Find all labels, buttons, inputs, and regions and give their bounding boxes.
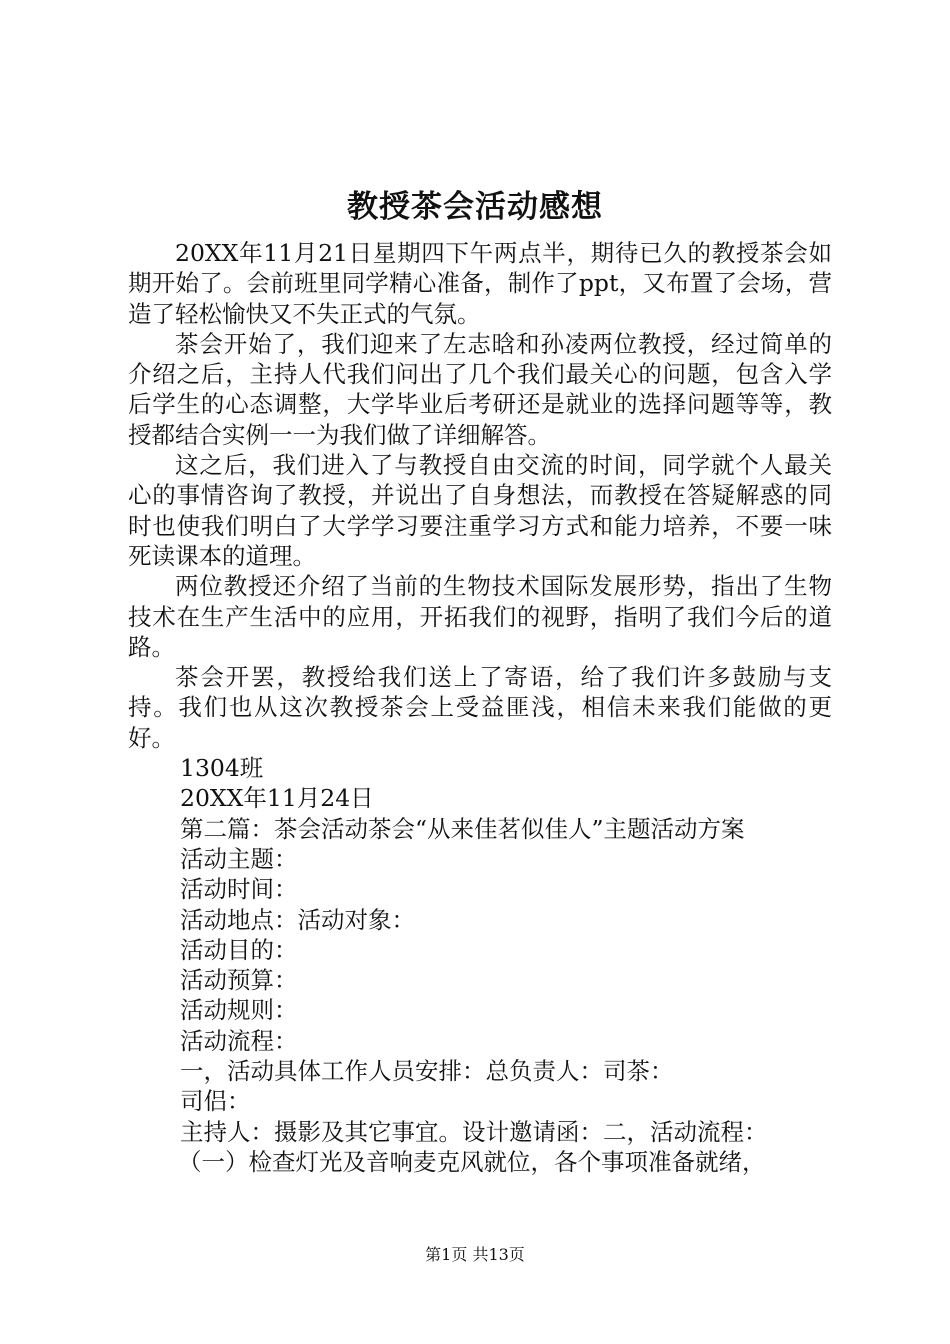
process-step: （一）检查灯光及音响麦克风就位，各个事项准备就绪，: [178, 1147, 766, 1176]
section-heading: 第二篇：茶会活动茶会“从来佳茗似佳人”主题活动方案: [180, 814, 745, 843]
document-body: [128, 238, 832, 1177]
paragraph: 茶会开始了，我们迎来了左志晗和孙凌两位教授，经过简单的介绍之后，主持人代我们问出了几个我们最关心的问题，包含入学后学生的心态调整，大学毕业后考研还是就业的选择问题等等，教授都结合实例一一为我们做了详细解答。: [128, 329, 832, 449]
paragraph: 茶会开罢，教授给我们送上了寄语，给了我们许多鼓励与支持。我们也从这次教授茶会上受益匪浅，相信未来我们能做的更好。: [128, 663, 832, 752]
page-indicator: 第1页 共13页: [425, 1245, 525, 1264]
signature-date: 20XX年11月24日: [180, 784, 374, 813]
document-title: 教授茶会活动感想: [347, 189, 603, 225]
paragraph: 20XX年11月21日星期四下午两点半，期待已久的教授茶会如期开始了。会前班里同学精心准备，制作了ppt，又布置了会场，营造了轻松愉快又不失正式的气氛。: [128, 239, 832, 328]
plan-field-process: 活动流程：: [180, 1026, 298, 1055]
plan-field-theme: 活动主题：: [180, 844, 298, 873]
plan-field-purpose: 活动目的：: [180, 935, 298, 964]
plan-field-location: 活动地点：活动对象：: [180, 905, 415, 934]
plan-field-time: 活动时间：: [180, 875, 298, 904]
staff-role: 司侣：: [180, 1087, 251, 1116]
plan-field-rules: 活动规则：: [180, 996, 298, 1025]
paragraph: 这之后，我们进入了与教授自由交流的时间，同学就个人最关心的事情咨询了教授，并说出了自身想法，而教授在答疑解惑的同时也使我们明白了大学学习要注重学习方式和能力培养，不要一味死读课本的道理。: [128, 451, 832, 570]
class-signature: 1304班: [180, 754, 264, 783]
plan-field-budget: 活动预算：: [180, 966, 298, 995]
staff-arrangement: 一，活动具体工作人员安排：总负责人：司茶：: [180, 1057, 674, 1086]
staff-host-line: 主持人：摄影及其它事宜。设计邀请函：二，活动流程：: [180, 1117, 768, 1146]
paragraph: 两位教授还介绍了当前的生物技术国际发展形势，指出了生物技术在生产生活中的应用，开拓我们的视野，指明了我们今后的道路。: [128, 572, 832, 661]
